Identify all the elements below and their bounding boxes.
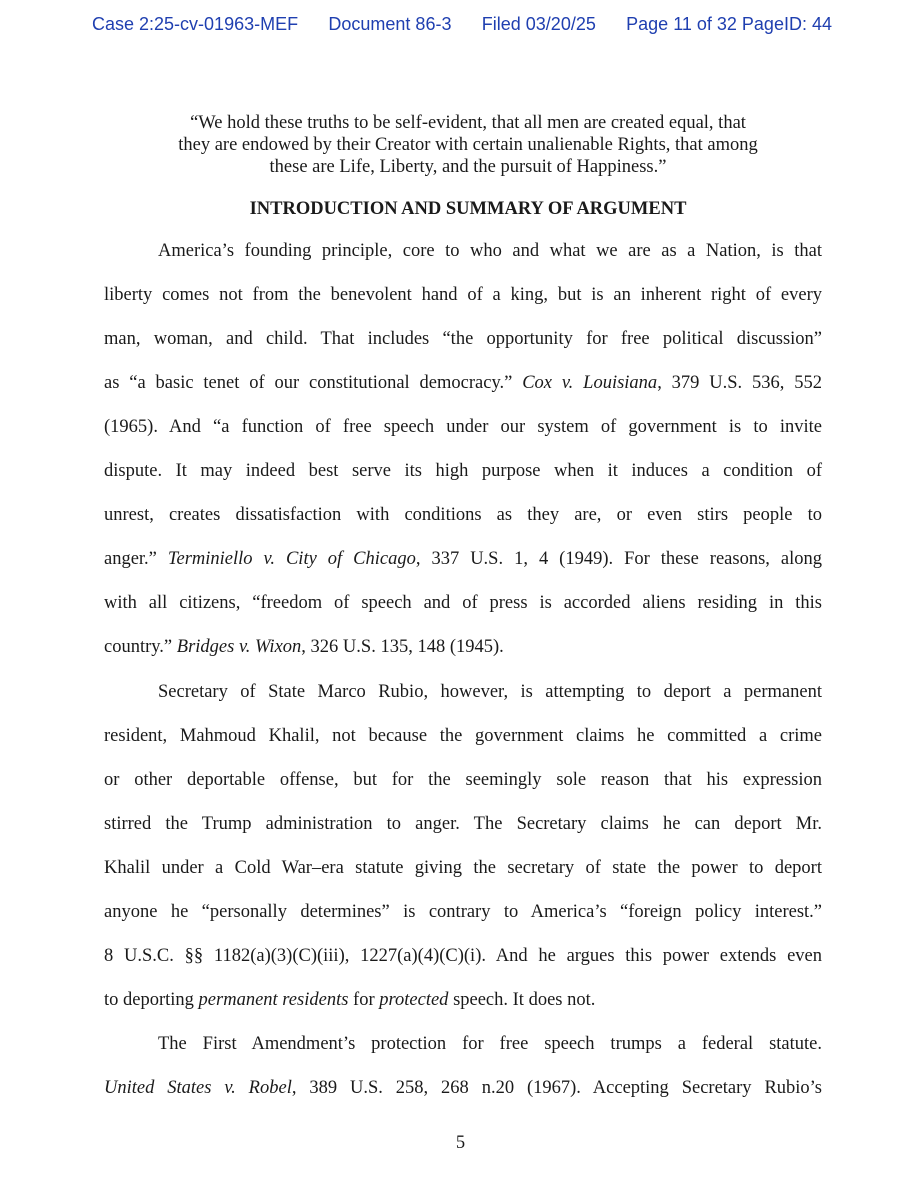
case-citation: Terminiello v. City of Chicago [167,549,416,569]
paragraph-line [104,1077,822,1099]
section-heading: INTRODUCTION AND SUMMARY OF ARGUMENT [249,199,687,219]
paragraph-line: The First Amendment’s protection for free speech trumps a federal statute. [158,1034,822,1054]
text-span: , 337 U.S. 1, 4 (1949). For these reasons, along [415,549,822,569]
epigraph-line: “We hold these truths to be self-evident, that all men are created equal, that [190,113,746,133]
paragraph-line: unrest, creates dissatisfaction with conditions as they are, or even stirs people to [104,505,822,525]
page-id: Page 11 of 32 PageID: 44 [626,14,832,34]
paragraph-line: dispute. It may indeed best serve its high purpose when it induces a condition of [104,461,822,481]
paragraph-line [104,989,822,1011]
page-number: 5 [455,1133,466,1153]
text-span: , 379 U.S. 536, 552 [657,373,822,393]
document-number: Document 86-3 [328,14,452,34]
epigraph-quote [104,112,832,178]
paragraph-line: resident, Mahmoud Khalil, not because the government claims he committed a crime [104,726,822,746]
case-citation: United States v. Robel [104,1078,292,1098]
paragraph-line: Khalil under a Cold War–era statute giving the secretary of state the power to deport [104,858,822,878]
case-number: Case 2:25-cv-01963-MEF [92,14,299,34]
paragraph-line: Secretary of State Marco Rubio, however, is attempting to deport a permanent [158,682,822,702]
filed-date: Filed 03/20/25 [481,14,596,34]
epigraph-line: these are Life, Liberty, and the pursuit of Happiness.” [269,157,667,177]
emphasis-text: permanent residents [198,990,349,1010]
document-header [92,14,832,35]
text-span: , 326 U.S. 135, 148 (1945). [301,637,504,657]
case-citation: Bridges v. Wixon [176,637,302,657]
paragraph-line: with all citizens, “freedom of speech and of press is accorded aliens residing in this [104,593,822,613]
epigraph-line: they are endowed by their Creator with certain unalienable Rights, that among [178,135,758,155]
paragraph-line: man, woman, and child. That includes “the opportunity for free political discussion” [104,329,822,349]
paragraph-line [104,636,822,658]
text-span: anger.” [104,549,168,569]
paragraph-line: stirred the Trump administration to anger. The Secretary claims he can deport Mr. [104,814,822,834]
paragraph-line: or other deportable offense, but for the seemingly sole reason that his expression [104,770,822,790]
case-citation: Cox v. Louisiana [522,373,658,393]
paragraph-line: liberty comes not from the benevolent hand of a king, but is an inherent right of every [104,285,822,305]
text-span: speech. It does not. [448,990,596,1010]
text-span: country.” [104,637,177,657]
paragraph-line: America’s founding principle, core to who and what we are as a Nation, is that [158,241,822,261]
text-span: to deporting [104,990,199,1010]
paragraph-line: anyone he “personally determines” is contrary to America’s “foreign policy interest.” [104,902,822,922]
text-span: as “a basic tenet of our constitutional democracy.” [104,373,523,393]
paragraph-line: (1965). And “a function of free speech under our system of government is to invite [104,417,822,437]
paragraph-line [104,548,822,570]
paragraph-line [104,372,822,394]
paragraph-line: 8 U.S.C. §§ 1182(a)(3)(C)(iii), 1227(a)(4)(C)(i). And he argues this power extends even [104,946,822,966]
text-span: , 389 U.S. 258, 268 n.20 (1967). Accepting Secretary Rubio’s [291,1078,823,1098]
text-span: for [348,990,380,1010]
emphasis-text: protected [379,990,449,1010]
